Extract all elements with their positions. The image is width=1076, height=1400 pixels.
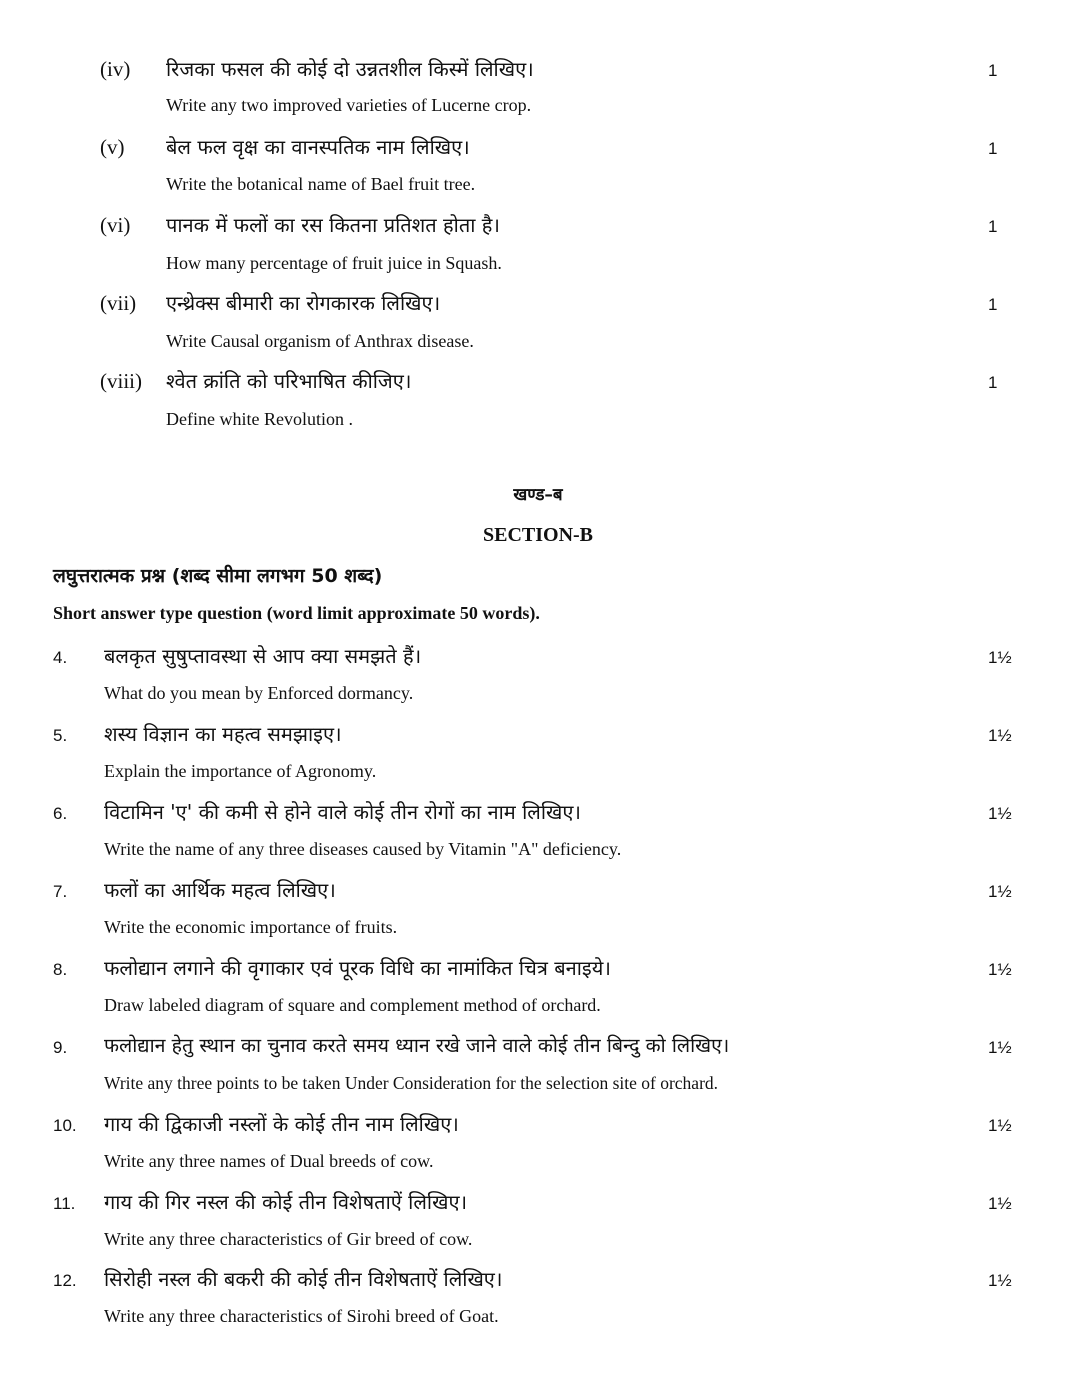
question-text-hindi: बलकृत सुषुप्तावस्था से आप क्या समझते हैं। (104, 644, 422, 668)
question-text-english: Write the economic importance of fruits. (104, 917, 398, 937)
question-item (0, 1109, 1076, 1171)
question-number: 9. (53, 1038, 68, 1057)
question-text-english: Write any three characteristics of Sirohi breed of Goat. (104, 1306, 499, 1326)
question-marks: 1½ (988, 960, 1012, 979)
question-text-english: Write any three points to be taken Under Consideration for the selection site of orchard. (104, 1073, 719, 1093)
question-marks: 1½ (988, 882, 1012, 901)
question-text-hindi: पानक में फलों का रस कितना प्रतिशत होता है। (166, 213, 500, 237)
section-title-hindi: खण्ड–ब (513, 485, 563, 505)
question-marks: 1 (988, 373, 998, 392)
question-item (0, 288, 1076, 351)
question-item (0, 1264, 1076, 1326)
question-text-hindi: बेल फल वृक्ष का वानस्पतिक नाम लिखिए। (166, 135, 470, 159)
question-item (0, 1031, 1076, 1093)
question-item (0, 797, 1076, 859)
question-text-english: Write any three characteristics of Gir breed of cow. (104, 1229, 473, 1249)
question-number: (iv) (100, 57, 131, 81)
question-marks: 1 (988, 139, 998, 158)
question-number: (v) (100, 135, 125, 159)
question-number: 11. (53, 1194, 76, 1213)
question-item (0, 719, 1076, 781)
question-number: (viii) (100, 369, 142, 393)
question-marks: 1½ (988, 804, 1012, 823)
question-text-english: Write Causal organism of Anthrax disease. (166, 331, 474, 351)
question-number: 10. (53, 1116, 77, 1135)
question-text-english: What do you mean by Enforced dormancy. (104, 683, 414, 703)
question-text-english: Define white Revolution . (166, 409, 353, 429)
question-text-hindi: गाय की द्विकाजी नस्लों के कोई तीन नाम लिखिए। (104, 1112, 459, 1136)
question-marks: 1½ (988, 1194, 1012, 1213)
question-item (0, 132, 1076, 194)
question-text-english: Write the name of any three diseases caused by Vitamin "A" deficiency. (104, 839, 622, 859)
question-marks: 1½ (988, 648, 1012, 667)
question-text-hindi: गाय की गिर नस्ल की कोई तीन विशेषताऐं लिखिए। (104, 1190, 468, 1214)
question-text-hindi: फलोद्यान हेतु स्थान का चुनाव करते समय ध्यान रखे जाने वाले कोई तीन बिन्दु को लिखिए। (104, 1034, 730, 1057)
question-text-english: Explain the importance of Agronomy. (104, 761, 377, 781)
question-text-hindi: श्वेत क्रांति को परिभाषित कीजिए। (166, 369, 412, 393)
question-number: (vi) (100, 213, 131, 237)
question-text-english: Write the botanical name of Bael fruit tree. (166, 174, 476, 194)
question-text-english: Write any three names of Dual breeds of cow. (104, 1151, 434, 1171)
question-number: 12. (53, 1271, 77, 1290)
section-instruction-english: Short answer type question (word limit approximate 50 words). (53, 603, 540, 623)
question-item (0, 366, 1076, 429)
question-text-hindi: फलों का आर्थिक महत्व लिखिए। (104, 878, 336, 902)
section-title-english: SECTION-B (482, 524, 594, 546)
question-item (0, 953, 1076, 1015)
question-item (0, 210, 1076, 273)
question-text-hindi: एन्थ्रेक्स बीमारी का रोगकारक लिखिए। (166, 291, 441, 315)
question-text-hindi: फलोद्यान लगाने की वृगाकार एवं पूरक विधि का नामांकित चित्र बनाइये। (104, 956, 611, 980)
question-number: 6. (53, 804, 68, 823)
question-item (0, 1187, 1076, 1249)
question-text-english: Write any two improved varieties of Lucerne crop. (166, 95, 532, 115)
question-marks: 1 (988, 61, 998, 80)
question-marks: 1½ (988, 726, 1012, 745)
question-marks: 1½ (988, 1038, 1012, 1057)
question-text-hindi: रिजका फसल की कोई दो उन्नतशील किस्में लिखिए। (166, 57, 534, 81)
section-instruction-hindi: लघुत्तरात्मक प्रश्न (शब्द सीमा लगभग 50 शब्द) (53, 565, 383, 587)
question-marks: 1 (988, 217, 998, 236)
question-text-hindi: सिरोही नस्ल की बकरी की कोई तीन विशेषताऐं लिखिए। (104, 1267, 503, 1291)
question-number: 7. (53, 882, 68, 901)
question-item (0, 875, 1076, 937)
question-number: 8. (53, 960, 68, 979)
question-text-hindi: शस्य विज्ञान का महत्व समझाइए। (104, 722, 342, 746)
question-text-english: Draw labeled diagram of square and complement method of orchard. (104, 995, 601, 1015)
question-marks: 1½ (988, 1116, 1012, 1135)
question-item (0, 54, 1076, 115)
question-item (0, 641, 1076, 703)
question-marks: 1 (988, 295, 998, 314)
question-text-english: How many percentage of fruit juice in Squash. (166, 253, 502, 273)
question-number: (vii) (100, 291, 137, 315)
question-text-hindi: विटामिन 'ए' की कमी से होने वाले कोई तीन रोगों का नाम लिखिए। (104, 800, 582, 824)
question-marks: 1½ (988, 1271, 1012, 1290)
question-number: 4. (53, 648, 68, 667)
question-number: 5. (53, 726, 68, 745)
